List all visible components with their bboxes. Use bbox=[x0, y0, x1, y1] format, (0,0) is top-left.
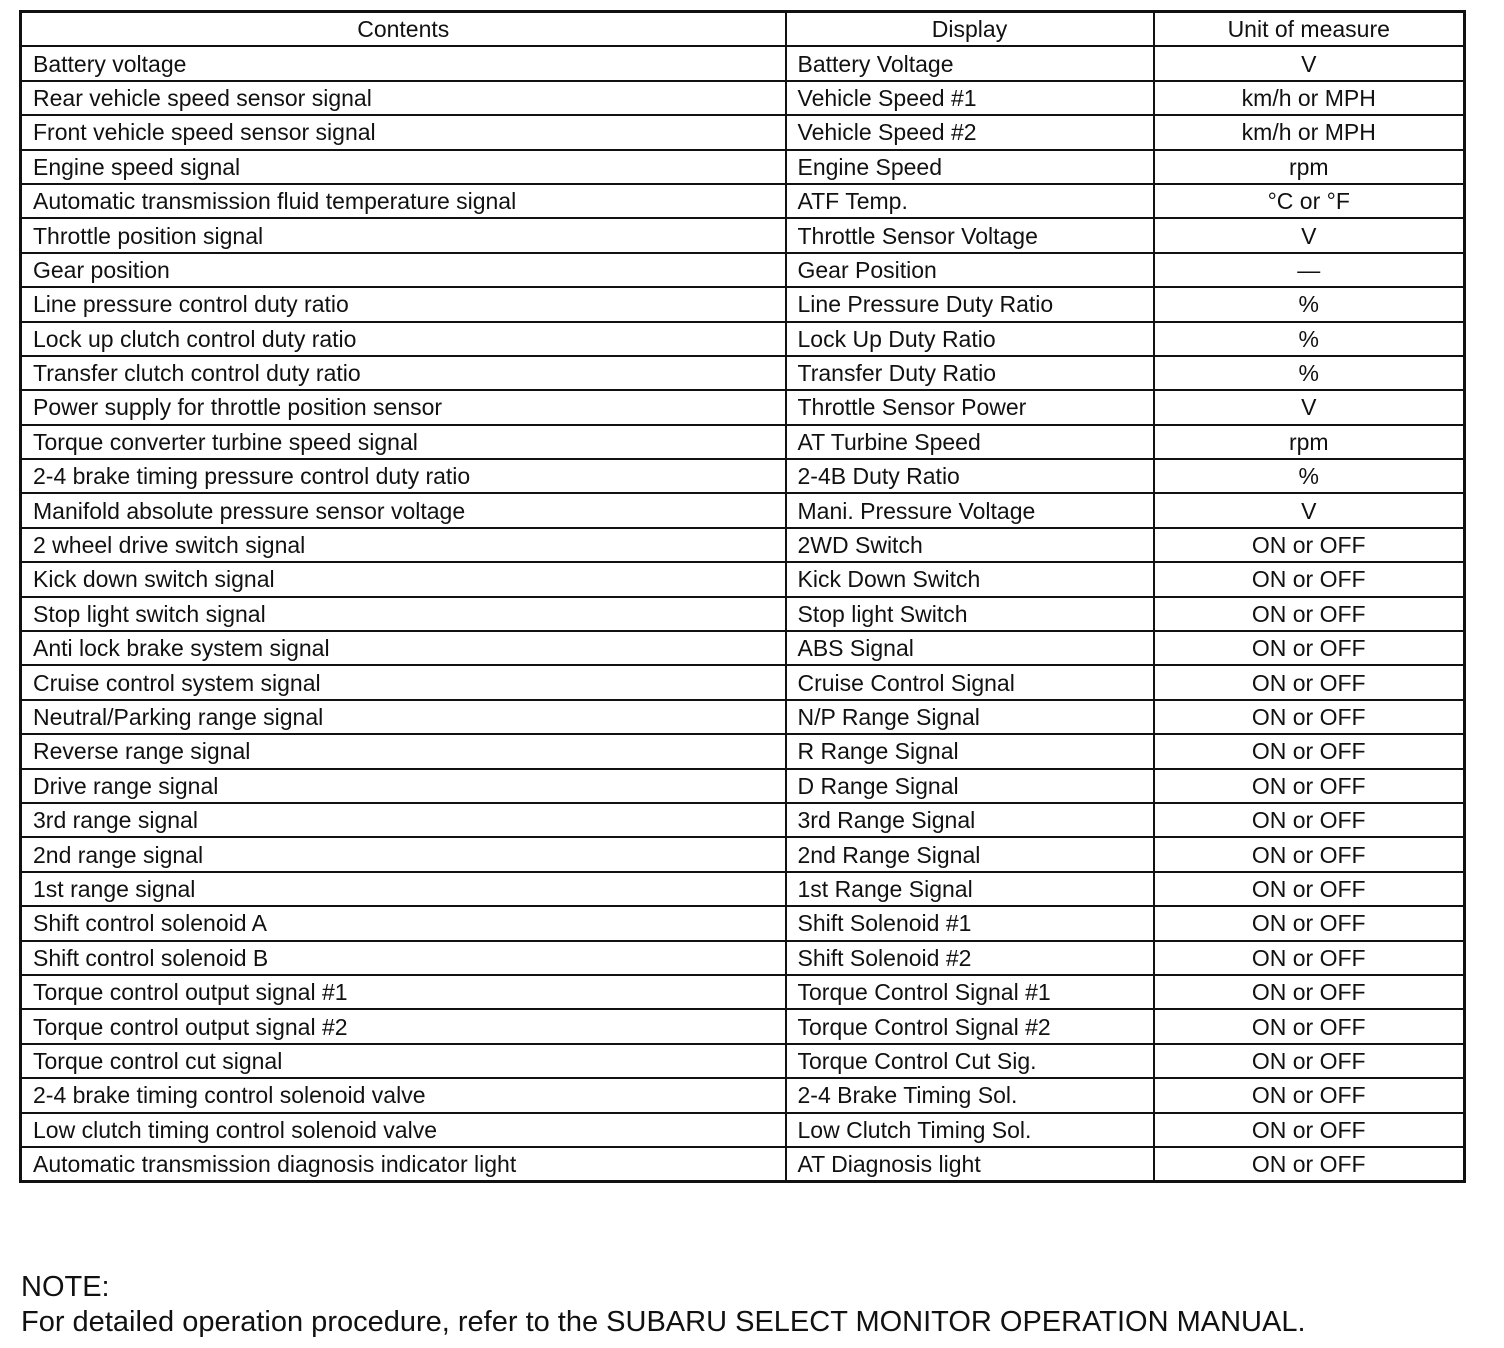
cell-display: 3rd Range Signal bbox=[786, 803, 1154, 837]
cell-unit: ON or OFF bbox=[1154, 665, 1465, 699]
cell-contents: Cruise control system signal bbox=[21, 665, 786, 699]
table-row bbox=[21, 150, 1465, 184]
table-row bbox=[21, 218, 1465, 252]
table-row bbox=[21, 769, 1465, 803]
table-row bbox=[21, 837, 1465, 871]
cell-unit: rpm bbox=[1154, 150, 1465, 184]
cell-contents: 1st range signal bbox=[21, 872, 786, 906]
cell-display: Engine Speed bbox=[786, 150, 1154, 184]
cell-unit: ON or OFF bbox=[1154, 803, 1465, 837]
table-header-row bbox=[21, 12, 1465, 47]
cell-unit: ON or OFF bbox=[1154, 1009, 1465, 1043]
table-row bbox=[21, 872, 1465, 906]
table-row bbox=[21, 322, 1465, 356]
table-row bbox=[21, 803, 1465, 837]
table-row bbox=[21, 356, 1465, 390]
cell-display: D Range Signal bbox=[786, 769, 1154, 803]
cell-display: Throttle Sensor Voltage bbox=[786, 218, 1154, 252]
cell-contents: 2-4 brake timing control solenoid valve bbox=[21, 1078, 786, 1112]
cell-unit: rpm bbox=[1154, 425, 1465, 459]
cell-unit: ON or OFF bbox=[1154, 837, 1465, 871]
cell-contents: Torque control cut signal bbox=[21, 1044, 786, 1078]
cell-display: N/P Range Signal bbox=[786, 700, 1154, 734]
cell-contents: Lock up clutch control duty ratio bbox=[21, 322, 786, 356]
cell-contents: Automatic transmission diagnosis indicator light bbox=[21, 1147, 786, 1182]
table-row bbox=[21, 631, 1465, 665]
table-row bbox=[21, 700, 1465, 734]
cell-contents: Power supply for throttle position sensor bbox=[21, 390, 786, 424]
cell-unit: ON or OFF bbox=[1154, 734, 1465, 768]
cell-display: 2-4 Brake Timing Sol. bbox=[786, 1078, 1154, 1112]
table-row bbox=[21, 1044, 1465, 1078]
cell-contents: Transfer clutch control duty ratio bbox=[21, 356, 786, 390]
cell-display: 2nd Range Signal bbox=[786, 837, 1154, 871]
cell-unit: V bbox=[1154, 493, 1465, 527]
cell-display: Battery Voltage bbox=[786, 46, 1154, 80]
cell-display: 2WD Switch bbox=[786, 528, 1154, 562]
header-display: Display bbox=[786, 12, 1154, 47]
cell-contents: Throttle position signal bbox=[21, 218, 786, 252]
cell-unit: ON or OFF bbox=[1154, 975, 1465, 1009]
cell-unit: % bbox=[1154, 356, 1465, 390]
cell-display: Shift Solenoid #2 bbox=[786, 941, 1154, 975]
cell-unit: V bbox=[1154, 390, 1465, 424]
cell-display: ABS Signal bbox=[786, 631, 1154, 665]
note-text: For detailed operation procedure, refer to the SUBARU SELECT MONITOR OPERATION MANUAL. bbox=[21, 1306, 1306, 1338]
cell-unit: ON or OFF bbox=[1154, 1113, 1465, 1147]
cell-display: Shift Solenoid #1 bbox=[786, 906, 1154, 940]
cell-unit: ON or OFF bbox=[1154, 1078, 1465, 1112]
cell-display: Low Clutch Timing Sol. bbox=[786, 1113, 1154, 1147]
cell-contents: Rear vehicle speed sensor signal bbox=[21, 81, 786, 115]
note-label: NOTE: bbox=[21, 1271, 110, 1303]
cell-contents: Battery voltage bbox=[21, 46, 786, 80]
cell-unit: V bbox=[1154, 218, 1465, 252]
cell-display: Torque Control Signal #1 bbox=[786, 975, 1154, 1009]
cell-unit: ON or OFF bbox=[1154, 906, 1465, 940]
cell-display: 1st Range Signal bbox=[786, 872, 1154, 906]
table-row bbox=[21, 1078, 1465, 1112]
cell-contents: Gear position bbox=[21, 253, 786, 287]
cell-unit: ON or OFF bbox=[1154, 700, 1465, 734]
cell-display: 2-4B Duty Ratio bbox=[786, 459, 1154, 493]
cell-unit: ON or OFF bbox=[1154, 1044, 1465, 1078]
cell-contents: Stop light switch signal bbox=[21, 597, 786, 631]
table-row bbox=[21, 1147, 1465, 1182]
cell-display: Gear Position bbox=[786, 253, 1154, 287]
cell-contents: Reverse range signal bbox=[21, 734, 786, 768]
cell-unit: % bbox=[1154, 322, 1465, 356]
cell-display: Line Pressure Duty Ratio bbox=[786, 287, 1154, 321]
table-row bbox=[21, 528, 1465, 562]
table-row bbox=[21, 734, 1465, 768]
cell-contents: 2 wheel drive switch signal bbox=[21, 528, 786, 562]
cell-contents: Torque control output signal #2 bbox=[21, 1009, 786, 1043]
table-row bbox=[21, 1113, 1465, 1147]
cell-contents: Anti lock brake system signal bbox=[21, 631, 786, 665]
cell-contents: Engine speed signal bbox=[21, 150, 786, 184]
note-block bbox=[21, 1270, 1306, 1340]
cell-unit: ON or OFF bbox=[1154, 528, 1465, 562]
cell-unit: % bbox=[1154, 287, 1465, 321]
cell-unit: ON or OFF bbox=[1154, 769, 1465, 803]
cell-contents: 2-4 brake timing pressure control duty ratio bbox=[21, 459, 786, 493]
table-body bbox=[21, 46, 1465, 1181]
cell-display: ATF Temp. bbox=[786, 184, 1154, 218]
cell-display: Stop light Switch bbox=[786, 597, 1154, 631]
table-row bbox=[21, 493, 1465, 527]
table-row bbox=[21, 562, 1465, 596]
table-row bbox=[21, 287, 1465, 321]
table-row bbox=[21, 459, 1465, 493]
cell-contents: Front vehicle speed sensor signal bbox=[21, 115, 786, 149]
cell-display: AT Diagnosis light bbox=[786, 1147, 1154, 1182]
cell-unit: ON or OFF bbox=[1154, 1147, 1465, 1182]
monitor-items-table bbox=[19, 10, 1466, 1183]
cell-contents: Kick down switch signal bbox=[21, 562, 786, 596]
cell-unit: km/h or MPH bbox=[1154, 115, 1465, 149]
cell-display: Transfer Duty Ratio bbox=[786, 356, 1154, 390]
cell-unit: ON or OFF bbox=[1154, 562, 1465, 596]
table-row bbox=[21, 597, 1465, 631]
cell-contents: Low clutch timing control solenoid valve bbox=[21, 1113, 786, 1147]
cell-contents: Manifold absolute pressure sensor voltage bbox=[21, 493, 786, 527]
cell-unit: ON or OFF bbox=[1154, 597, 1465, 631]
cell-display: Torque Control Cut Sig. bbox=[786, 1044, 1154, 1078]
cell-display: Lock Up Duty Ratio bbox=[786, 322, 1154, 356]
cell-contents: 3rd range signal bbox=[21, 803, 786, 837]
cell-display: Vehicle Speed #1 bbox=[786, 81, 1154, 115]
cell-contents: Automatic transmission fluid temperature signal bbox=[21, 184, 786, 218]
table-row bbox=[21, 46, 1465, 80]
header-unit: Unit of measure bbox=[1154, 12, 1465, 47]
table-row bbox=[21, 390, 1465, 424]
table-row bbox=[21, 665, 1465, 699]
cell-unit: ON or OFF bbox=[1154, 631, 1465, 665]
header-contents: Contents bbox=[21, 12, 786, 47]
cell-contents: Shift control solenoid B bbox=[21, 941, 786, 975]
table-row bbox=[21, 906, 1465, 940]
cell-display: Torque Control Signal #2 bbox=[786, 1009, 1154, 1043]
cell-contents: Torque converter turbine speed signal bbox=[21, 425, 786, 459]
table-row bbox=[21, 941, 1465, 975]
cell-display: Cruise Control Signal bbox=[786, 665, 1154, 699]
cell-display: Kick Down Switch bbox=[786, 562, 1154, 596]
cell-display: Mani. Pressure Voltage bbox=[786, 493, 1154, 527]
cell-contents: Drive range signal bbox=[21, 769, 786, 803]
cell-contents: 2nd range signal bbox=[21, 837, 786, 871]
cell-display: Vehicle Speed #2 bbox=[786, 115, 1154, 149]
cell-unit: — bbox=[1154, 253, 1465, 287]
cell-unit: % bbox=[1154, 459, 1465, 493]
cell-unit: km/h or MPH bbox=[1154, 81, 1465, 115]
cell-unit: V bbox=[1154, 46, 1465, 80]
table-row bbox=[21, 975, 1465, 1009]
cell-contents: Line pressure control duty ratio bbox=[21, 287, 786, 321]
cell-contents: Shift control solenoid A bbox=[21, 906, 786, 940]
cell-contents: Neutral/Parking range signal bbox=[21, 700, 786, 734]
cell-display: Throttle Sensor Power bbox=[786, 390, 1154, 424]
cell-contents: Torque control output signal #1 bbox=[21, 975, 786, 1009]
cell-display: AT Turbine Speed bbox=[786, 425, 1154, 459]
table-row bbox=[21, 81, 1465, 115]
table-row bbox=[21, 115, 1465, 149]
cell-unit: ON or OFF bbox=[1154, 872, 1465, 906]
table-row bbox=[21, 184, 1465, 218]
cell-unit: °C or °F bbox=[1154, 184, 1465, 218]
cell-unit: ON or OFF bbox=[1154, 941, 1465, 975]
table-row bbox=[21, 253, 1465, 287]
cell-display: R Range Signal bbox=[786, 734, 1154, 768]
table-row bbox=[21, 1009, 1465, 1043]
table-row bbox=[21, 425, 1465, 459]
